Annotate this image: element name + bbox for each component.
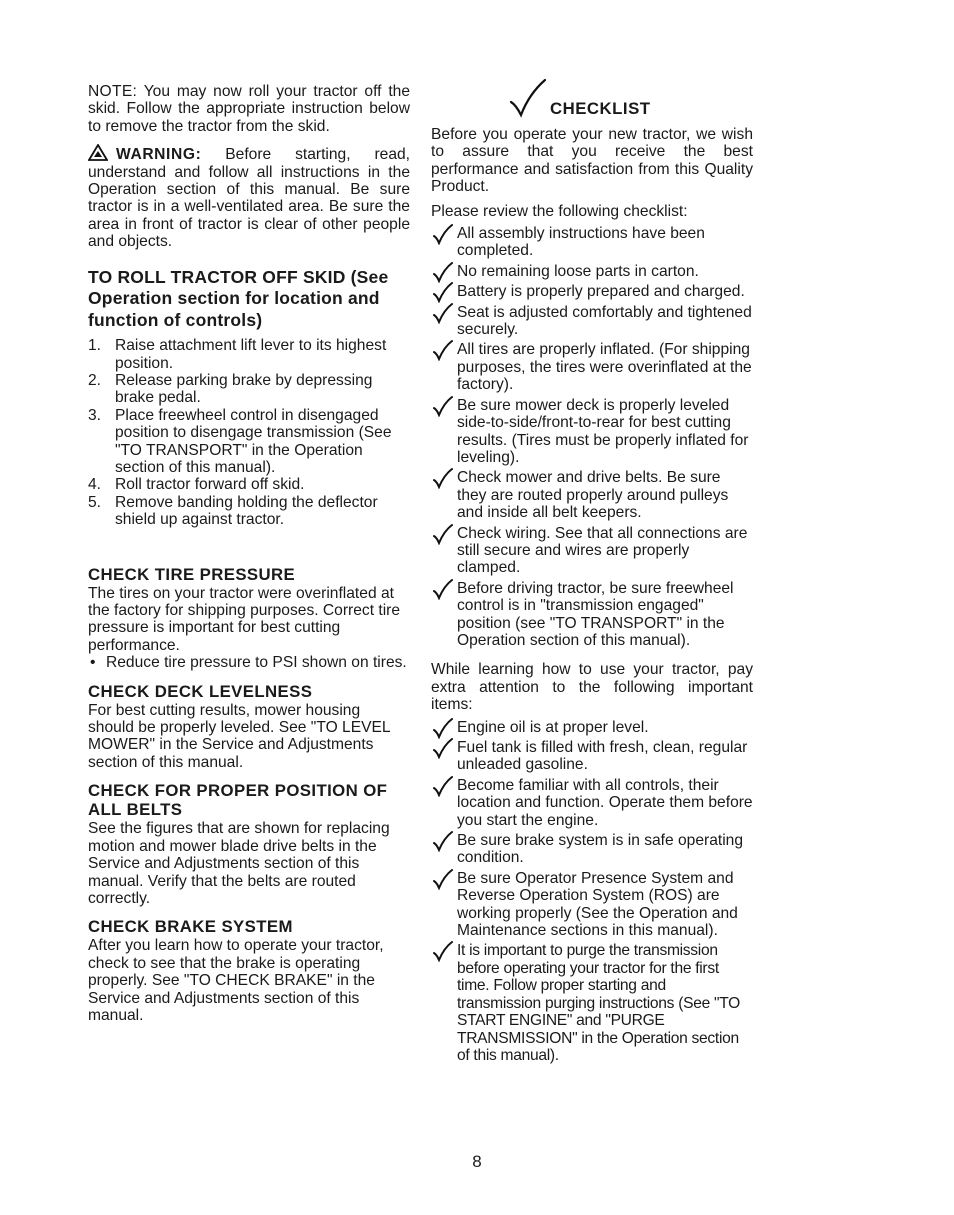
checklist-item-text: Battery is properly prepared and charged. [457,283,745,301]
bullet-text: Reduce tire pressure to PSI shown on tires. [106,654,407,672]
roll-steps-list [88,337,410,528]
learning-items [431,719,753,1065]
checkmark-icon [431,737,453,759]
checkmark-icon [431,339,453,361]
checklist-item [431,341,753,393]
step-text: Place freewheel control in disengaged position to disengage transmission (See "TO TRANSPORT" in the Operation section of this manual). [115,406,392,476]
step-text: Remove banding holding the deflector shield up against tractor. [115,493,378,529]
step-number: 5. [88,493,102,511]
tire-bullet-list [88,654,410,671]
brake-system-heading: CHECK BRAKE SYSTEM [88,917,293,937]
checklist-item [431,832,753,867]
deck-levelness-heading: CHECK DECK LEVELNESS [88,681,313,701]
checklist-item-text: Fuel tank is filled with fresh, clean, regular unleaded gasoline. [457,739,748,774]
brake-system-text: After you learn how to operate your tractor, check to see that the brake is operating properly. See "TO CHECK BRAKE" in the Service and Adjustments section of this manual. [88,937,384,1024]
checkmark-icon [431,523,453,545]
step-text: Raise attachment lift lever to its highest position. [115,337,387,372]
belts-text: See the figures that are shown for replacing motion and mower blade drive belts in the Service and Adjustments section of this manual. Verify that the belts are routed correctly. [88,820,390,907]
warning-paragraph [88,144,410,250]
note-paragraph [88,83,410,135]
checklist-item [431,870,753,940]
step-text: Release parking brake by depressing brake pedal. [115,371,373,407]
step-number: 2. [88,371,102,389]
checkmark-icon [507,78,547,118]
checklist-item-text: It is important to purge the transmission before operating your tractor for the first time. Follow proper starting and transmission purging instructions (See "TO START ENGINE" and "PURGE TRANSMISSION" in the Operation section of this manual). [457,942,740,1064]
step-number: 1. [88,337,102,355]
learning-intro: While learning how to use your tractor, pay extra attention to the following important items: [431,661,753,714]
checklist-item-text: Check wiring. See that all connections are still secure and wires are properly clamped. [457,524,748,577]
checklist-item [431,580,753,650]
checklist-item [431,942,753,1064]
checklist-item-text: No remaining loose parts in carton. [457,262,699,280]
list-item [88,337,410,372]
page-number: 8 [472,1152,482,1171]
note-label: NOTE: [88,83,138,100]
checklist-item [431,777,753,829]
checklist-item [431,719,753,736]
checklist-item-text: Engine oil is at proper level. [457,718,649,736]
right-column [431,80,753,1064]
checklist-intro: Before you operate your new tractor, we wish to assure that you receive the best performance and satisfaction from this Quality Product. [431,126,753,196]
list-item [88,494,410,529]
checklist-item-text: All assembly instructions have been completed. [457,225,705,260]
checklist-item-text: Be sure brake system is in safe operating condition. [457,832,744,867]
deck-levelness-text: For best cutting results, mower housing should be properly leveled. See "TO LEVEL MOWER" in the Service and Adjustments section of this manual. [88,701,390,771]
step-text: Roll tractor forward off skid. [115,476,305,494]
checkmark-icon [431,395,453,417]
checklist-item [431,739,753,774]
warning-text: Before starting, read, understand and follow all instructions in the Operation section of this manual. Be sure tractor is in a well-ventilated area. Be sure the area in front of tractor is clear of other people and objects. [88,146,410,251]
step-number: 3. [88,406,102,424]
checkmark-icon [431,775,453,797]
checklist-review: Please review the following checklist: [431,202,688,220]
list-item [88,372,410,407]
checklist-item-text: Become familiar with all controls, their location and function. Operate them before you start the engine. [457,776,753,829]
bullet-dot: • [90,654,96,672]
checkmark-icon [431,281,453,303]
checkmark-icon [431,302,453,324]
checklist-item [431,469,753,521]
checklist-item [431,283,753,300]
checklist-item-text: Be sure Operator Presence System and Reverse Operation System (ROS) are working properly (See the Operation and Maintenance sections in this manual). [457,869,738,940]
step-number: 4. [88,476,102,494]
checklist-item [431,304,753,339]
list-item [88,654,410,671]
belts-heading: CHECK FOR PROPER POSITION OF ALL BELTS [88,781,388,820]
checkmark-icon [431,261,453,283]
list-item [88,407,410,477]
checklist-item-text: Be sure mower deck is properly leveled side-to-side/front-to-rear for best cutting results. (Tires must be properly inflated for leveling). [457,396,749,466]
list-item [88,476,410,493]
tire-pressure-heading: CHECK TIRE PRESSURE [88,564,296,584]
warning-label: WARNING: [116,146,202,164]
checklist-item [431,525,753,577]
checkmark-icon [431,830,453,852]
checklist-header [431,80,753,120]
checklist-item [431,225,753,260]
checkmark-icon [431,467,453,489]
tire-pressure-text: The tires on your tractor were overinflated at the factory for shipping purposes. Correct tire pressure is important for best cutting performance. [88,584,401,654]
checkmark-icon [431,940,453,962]
checklist-item [431,263,753,280]
checkmark-icon [431,717,453,739]
checkmark-icon [431,578,453,600]
checklist-item-text: Check mower and drive belts. Be sure they are routed properly around pulleys and inside all belt keepers. [457,469,729,522]
checklist-items [431,225,753,649]
note-text: You may now roll your tractor off the skid. Follow the appropriate instruction below to remove the tractor from the skid. [88,83,410,135]
checklist-heading: CHECKLIST [550,99,651,118]
roll-tractor-heading: TO ROLL TRACTOR OFF SKID (See Operation section for location and function of controls) [88,266,389,330]
checkmark-icon [431,223,453,245]
left-column [88,80,410,1024]
checklist-item-text: Seat is adjusted comfortably and tightened securely. [457,303,752,339]
checklist-item [431,397,753,467]
checklist-item-text: All tires are properly inflated. (For shipping purposes, the tires were overinflated at the factory). [457,341,752,394]
checklist-item-text: Before driving tractor, be sure freewheel control is in "transmission engaged" position (see "TO TRANSPORT" in the Operation section of this manual). [457,579,734,649]
warning-triangle-icon [88,144,108,161]
checkmark-icon [431,868,453,890]
